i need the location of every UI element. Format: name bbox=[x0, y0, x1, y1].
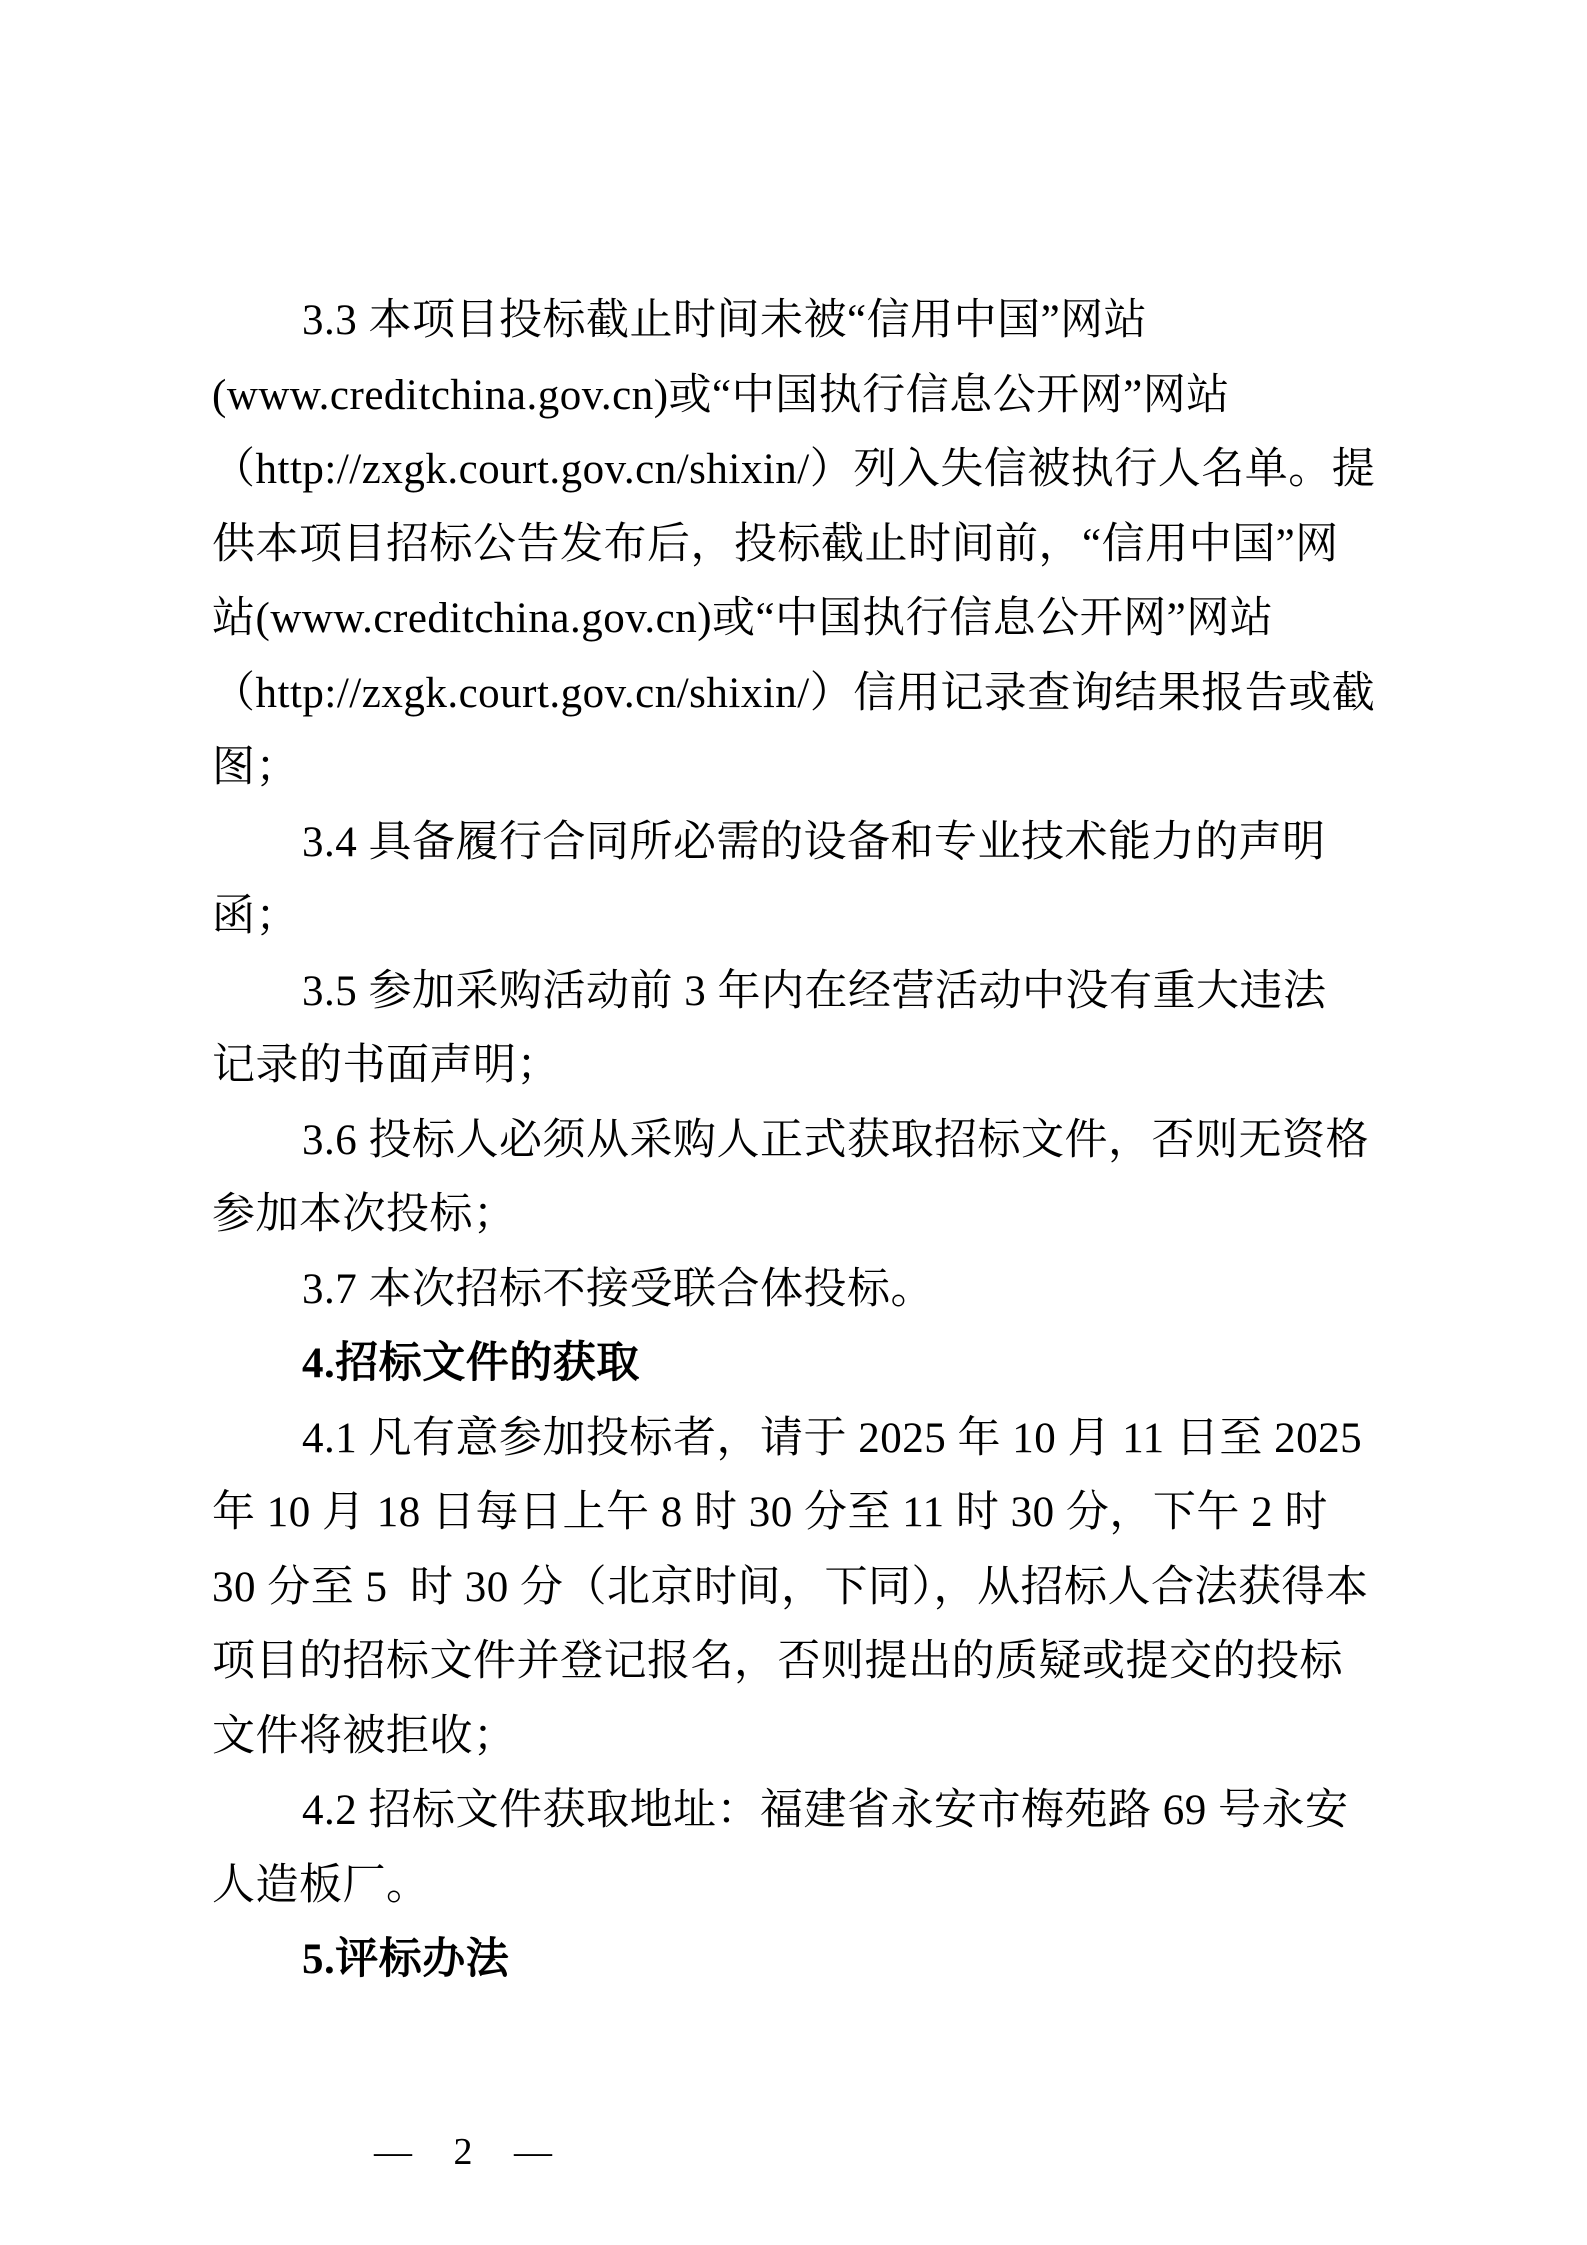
text-line: 站(www.creditchina.gov.cn)或“中国执行信息公开网”网站 bbox=[212, 595, 1274, 642]
text-line: 文件将被拒收； bbox=[212, 1712, 517, 1760]
text-line: （http://zxgk.court.gov.cn/shixin/）信用记录查询结果报告或截 bbox=[212, 669, 1376, 717]
text-line: 记录的书面声明； bbox=[212, 1042, 560, 1089]
page-footer bbox=[212, 2086, 553, 2218]
text-line-clause-4-2: 4.2 招标文件获取地址：福建省永安市梅苑路 69 号永安 bbox=[302, 1787, 1349, 1834]
text-line: 供本项目招标公告发布后，投标截止时间前，“信用中国”网 bbox=[212, 520, 1339, 568]
text-line: （http://zxgk.court.gov.cn/shixin/）列入失信被执行人名单。提 bbox=[212, 446, 1376, 493]
text-line-clause-3-6: 3.6 投标人必须从采购人正式获取招标文件，否则无资格 bbox=[302, 1116, 1369, 1164]
text-line: 人造板厂。 bbox=[212, 1861, 430, 1909]
text-line-clause-3-5: 3.5 参加采购活动前 3 年内在经营活动中没有重大违法 bbox=[302, 967, 1327, 1015]
text-line: 项目的招标文件并登记报名，否则提出的质疑或提交的投标 bbox=[212, 1638, 1343, 1685]
text-line: 图； bbox=[212, 744, 299, 791]
document-body bbox=[212, 284, 1376, 1998]
text-line-clause-3-7: 3.7 本次招标不接受联合体投标。 bbox=[302, 1265, 934, 1313]
text-line: 函； bbox=[212, 893, 299, 940]
section-heading-4: 4.招标文件的获取 bbox=[302, 1340, 640, 1387]
text-line: 参加本次投标； bbox=[212, 1191, 517, 1238]
page-number-label: — 2 — bbox=[374, 2131, 553, 2173]
text-line-clause-4-1: 4.1 凡有意参加投标者，请于 2025 年 10 月 11 日至 2025 bbox=[302, 1414, 1363, 1462]
text-line: 30 分至 5 时 30 分（北京时间，下同），从招标人合法获得本 bbox=[212, 1563, 1369, 1611]
text-line: (www.creditchina.gov.cn)或“中国执行信息公开网”网站 bbox=[212, 371, 1230, 419]
section-heading-5: 5.评标办法 bbox=[302, 1936, 510, 1983]
text-line: 年 10 月 18 日每日上午 8 时 30 分至 11 时 30 分，下午 2 时 bbox=[212, 1489, 1328, 1536]
text-line-clause-3-3: 3.3 本项目投标截止时间未被“信用中国”网站 bbox=[302, 297, 1148, 344]
text-line-clause-3-4: 3.4 具备履行合同所必需的设备和专业技术能力的声明 bbox=[302, 818, 1326, 866]
